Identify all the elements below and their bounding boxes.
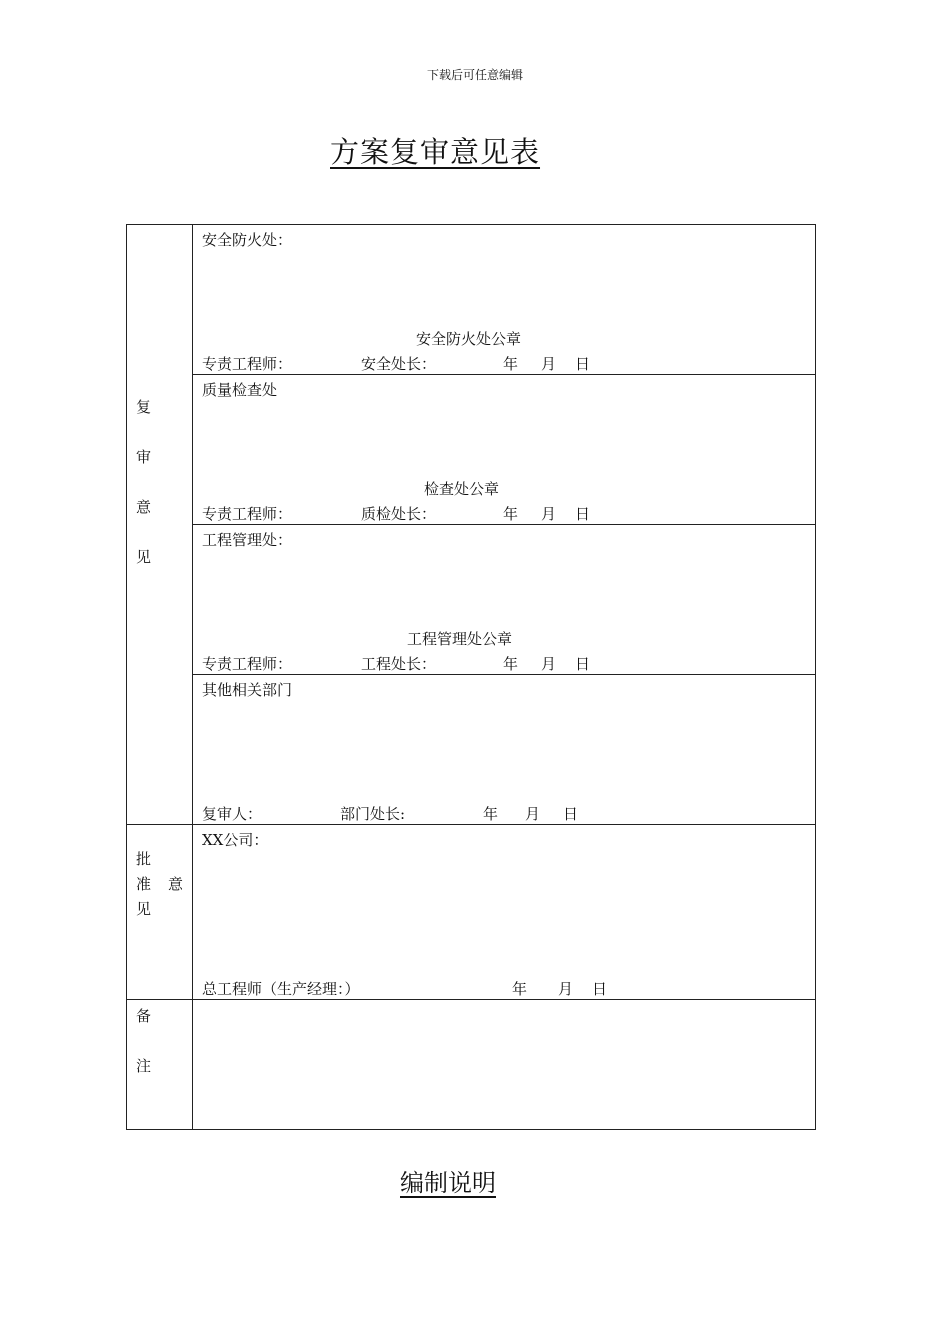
head-label: 质检处长： (361, 505, 437, 523)
year-label: 年 (503, 505, 519, 523)
month-label: 月 (541, 655, 557, 673)
label-char: 准 (136, 875, 152, 893)
head-label: 安全处长： (361, 355, 437, 373)
dept-name: 质量检查处 (202, 381, 278, 399)
seal-label: 安全防火处公章 (416, 330, 522, 348)
day-label: 日 (563, 805, 579, 823)
day-label: 日 (575, 505, 591, 523)
engineer-label: 专责工程师： (202, 355, 293, 373)
year-label: 年 (503, 655, 519, 673)
year-label: 年 (483, 805, 499, 823)
company-label: XX公司： (202, 831, 269, 849)
row-divider (192, 674, 816, 675)
month-label: 月 (525, 805, 541, 823)
table-border-right (815, 224, 816, 1130)
month-label: 月 (541, 505, 557, 523)
label-char: 意 (168, 875, 184, 893)
label-char: 意 (136, 498, 152, 516)
table-border-bottom (126, 1129, 816, 1130)
dept-name: 安全防火处： (202, 231, 293, 249)
row-divider (192, 524, 816, 525)
month-label: 月 (541, 355, 557, 373)
month-label: 月 (558, 980, 574, 998)
day-label: 日 (592, 980, 608, 998)
label-char: 注 (136, 1057, 152, 1075)
label-char: 批 (136, 850, 152, 868)
head-label: 工程处长： (361, 655, 437, 673)
row-divider (192, 374, 816, 375)
day-label: 日 (575, 355, 591, 373)
table-border-top (126, 224, 816, 225)
document-title: 方案复审意见表 (330, 135, 541, 169)
header-note: 下载后可任意编辑 (426, 68, 523, 82)
signer-label: 总工程师（生产经理：） (202, 980, 360, 998)
table-column-divider (192, 224, 193, 1130)
day-label: 日 (575, 655, 591, 673)
dept-name: 工程管理处： (202, 531, 293, 549)
year-label: 年 (512, 980, 528, 998)
table-border-left (126, 224, 127, 1130)
dept-name: 其他相关部门 (202, 681, 293, 699)
label-char: 审 (136, 448, 152, 466)
label-char: 复 (136, 398, 152, 416)
engineer-label: 专责工程师： (202, 505, 293, 523)
engineer-label: 复审人： (202, 805, 263, 823)
section-title: 编制说明 (400, 1169, 496, 1197)
year-label: 年 (503, 355, 519, 373)
label-char: 备 (136, 1007, 152, 1025)
label-char: 见 (136, 548, 152, 566)
engineer-label: 专责工程师： (202, 655, 293, 673)
row-divider (126, 999, 816, 1000)
row-divider (126, 824, 816, 825)
seal-label: 工程管理处公章 (407, 630, 513, 648)
head-label: 部门处长: (340, 805, 406, 823)
seal-label: 检查处公章 (424, 480, 500, 498)
label-char: 见 (136, 900, 152, 918)
